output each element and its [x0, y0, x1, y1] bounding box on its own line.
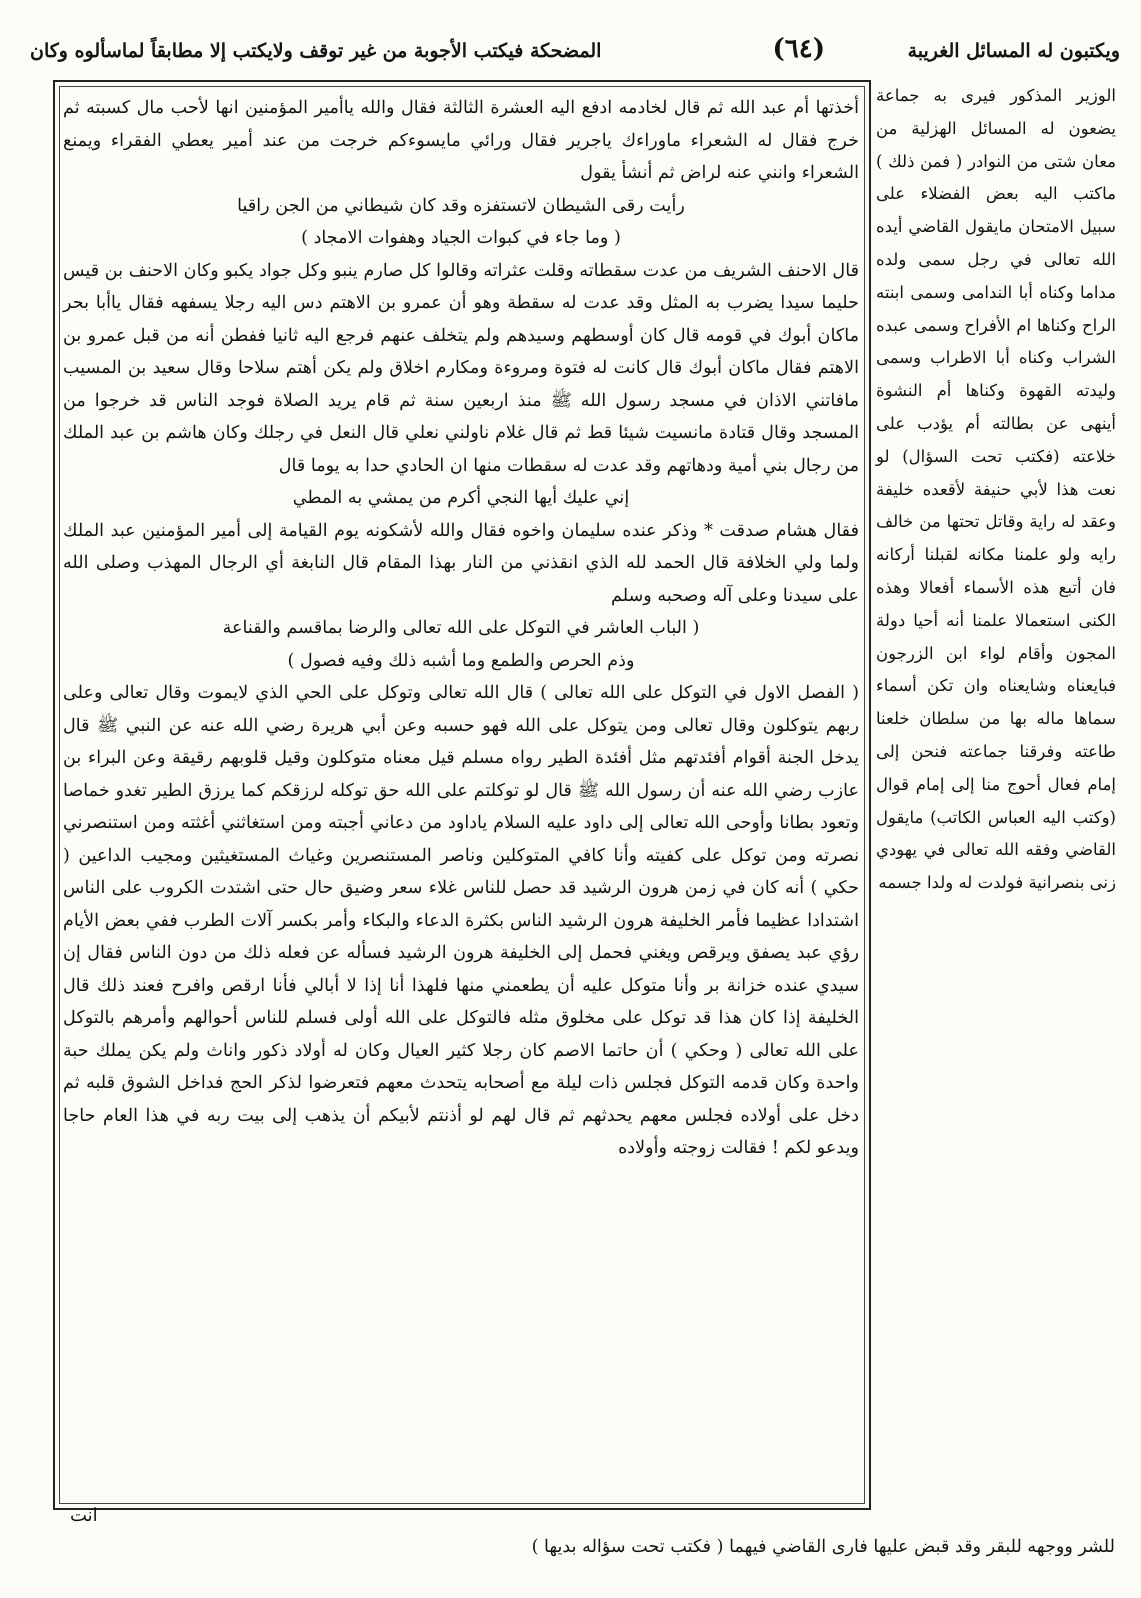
poetry-verse: رأيت رقى الشيطان لاتستفزه وقد كان شيطاني من الجن راقيا [237, 195, 685, 216]
main-text-frame [53, 80, 871, 1510]
section-heading: ( وما جاء في كبوات الجياد وهفوات الامجاد ) [301, 228, 621, 248]
header-running-title-right: ويكتبون له المسائل الغريبة [907, 40, 1120, 62]
poetry-verse: إني عليك أيها النجي أكرم من يمشي به المطي [292, 488, 630, 508]
main-paragraph: فقال هشام صدقت * وذكر عنده سليمان واخوه فقال والله لأشكونه يوم القيامة إلى أمير المؤمنين عبد الملك ولما ولي الخلافة قال الحمد لله الذي انقذني من النار بهذا المقام قال النابغة أي الرجال المهذب وصلى الله على سيدنا وعلى آله وصحبه وسلم [63, 520, 859, 606]
footer-margin-continuation: للشر ووجهه للبقر وقد قبض عليها فارى القاضي فيهما ( فكتب تحت سؤاله بديها ) [531, 1537, 1115, 1557]
catchword: انت [70, 1505, 98, 1526]
page-number: (٦٤) [772, 34, 825, 64]
header-running-title-left: المضحكة فيكتب الأجوبة من غير توقف ولايكتب إلا مطابقاً لماسألوه وكان [30, 40, 602, 62]
page-header [30, 30, 1120, 72]
main-text-body [63, 92, 859, 1165]
chapter-heading: ( الباب العاشر في التوكل على الله تعالى والرضا بماقسم والقناعة [222, 618, 700, 638]
main-paragraph: قال الاحنف الشريف من عدت سقطاته وقلت عثراته وقالوا كل صارم ينبو وكل جواد يكبو وكان الاحنف بن قيس حليما سيدا يضرب به المثل وقد عدت له سقطة وهو أن عمرو بن الاهتم دس اليه رجلا يسفهه فقال ياأبا بحر ماكان أبوك في قومه قال كان أوسطهم وسيدهم ولم يتخلف عنهم فرجع اليه ثانيا ففطن أنه من قبل عمرو بن الاهتم فقال ماكان أبوك قال كانت له فتوة ومروءة ومكارم اخلاق ولم يكن أهتم سلاحا وقال سعيد بن المسيب مافاتني الاذان في مسجد رسول الله ﷺ منذ اربعين سنة ثم قام يريد الصلاة فوجد الناس قد خرجوا من المسجد وقال قتادة مانسيت شيئا قط ثم قال غلام ناولني نعلي قال النعل في رجلك وكان هاشم بن عبد الملك من رجال بني أمية ودهاتهم وقد عدت له سقطات منها ان الحادي حدا به يوما قال [63, 260, 859, 476]
margin-commentary-column [876, 80, 1116, 1520]
chapter-heading-continued: وذم الحرص والطمع وما أشبه ذلك وفيه فصول ) [287, 650, 635, 671]
main-paragraph: ( الفصل الاول في التوكل على الله تعالى ) قال الله تعالى وتوكل على الحي الذي لايموت وقال تعالى وعلى ربهم يتوكلون وقال تعالى ومن يتوكل على الله فهو حسبه وعن أبي هريرة رضي الله عنه عن النبي ﷺ قال يدخل الجنة أقوام أفئدتهم مثل أفئدة الطير رواه مسلم قيل معناه متوكلون وقيل قلوبهم رقيقة وعن البراء بن عازب رضي الله عنه أن رسول الله ﷺ قال لو توكلتم على الله حق توكله لرزقكم كما يرزق الطير تغدو خماصا وتعود بطانا وأوحى الله تعالى إلى داود عليه السلام ياداود من دعاني أجبته ومن استغاثني أغثته ومن استنصرني نصرته ومن توكل على كفيته وأنا كافي المتوكلين وناصر المستنصرين وغياث المستغيثين ومجيب الداعين ( حكي ) أنه كان في زمن هرون الرشيد قد حصل للناس غلاء سعر وضيق حال حتى اشتدت الكروب على الناس اشتدادا عظيما فأمر الخليفة هرون الرشيد الناس بكثرة الدعاء والبكاء وأمر بكسر آلات الطرب ففي بعض الأيام رؤي عبد يصفق ويرقص ويغني فحمل إلى الخليفة هرون الرشيد فسأله عن فعله ذلك من دون الناس فقال إن سيدي عنده خزانة بر وأنا متوكل عليه أن يطعمني منها فلهذا أنا إذا لا أبالي فأنا ارقص وافرح فعند ذلك قال الخليفة إذا كان هذا قد توكل على مخلوق مثله فالتوكل على الله أولى فسلم للناس أحوالهم وأمرهم بالتوكل على الله تعالى ( وحكي ) أن حاتما الاصم كان رجلا كثير العيال وكان له أولاد ذكور واناث ولم يكن يملك حبة واحدة وكان قدمه التوكل فجلس ذات ليلة مع أصحابه يتحدث معهم فتعرضوا لذكر الحج فداخل الشوق قلبه ثم دخل على أولاده فجلس معهم يحدثهم ثم قال لهم لو أذنتم لأبيكم أن يذهب إلى بيت ربه في هذا العام حاجا ويدعو لكم ! فقالت زوجته وأولاده [63, 683, 859, 1158]
margin-text: الوزير المذكور فيرى به جماعة يضعون له المسائل الهزلية من معان شتى من النوادر ( فمن ذلك ) ماكتب اليه بعض الفضلاء على سبيل الامتحان مايقول القاضي أيده الله تعالى في رجل سمى ولده مداما وكناه أبا الندامى وسمى ابنته الراح وكناها ام الأفراح وسمى عبده الشراب وكناه أبا الاطراب وسمى وليدته القهوة وكناها أم النشوة أينهى عن بطالته أم يؤدب على خلاعته (فكتب تحت السؤال) لو نعت هذا لأبي حنيفة لأقعده خليفة وعقد له راية وقاتل تحتها من خالف رايه ولو علمنا مكانه لقبلنا أركانه فان أتبع هذه الأسماء أفعالا وهذه الكنى استعمالا علمنا أنه أحيا دولة المجون وأقام لواء ابن الزرجون فبايعناه وشايعناه وان تكن أسماء سماها ماله بها من سلطان خلعنا طاعته وفرقنا جماعته فنحن إلى إمام فعال أحوج منا إلى إمام قوال (وكتب اليه العباس الكاتب) مايقول القاضي وفقه الله تعالى في يهودي زنى بنصرانية فولدت له ولدا جسمه [876, 86, 1116, 893]
main-paragraph: أخذتها أم عبد الله ثم قال لخادمه ادفع اليه العشرة الثالثة فقال والله ياأمير المؤمنين انها لأحب مال كسبته ثم خرج فقال له الشعراء ماوراءك ياجرير فقال ورائي مايسوءكم خرجت من عند أمير يعطي الفقراء ويمنع الشعراء وانني عنه لراض ثم أنشأ يقول [63, 98, 859, 183]
